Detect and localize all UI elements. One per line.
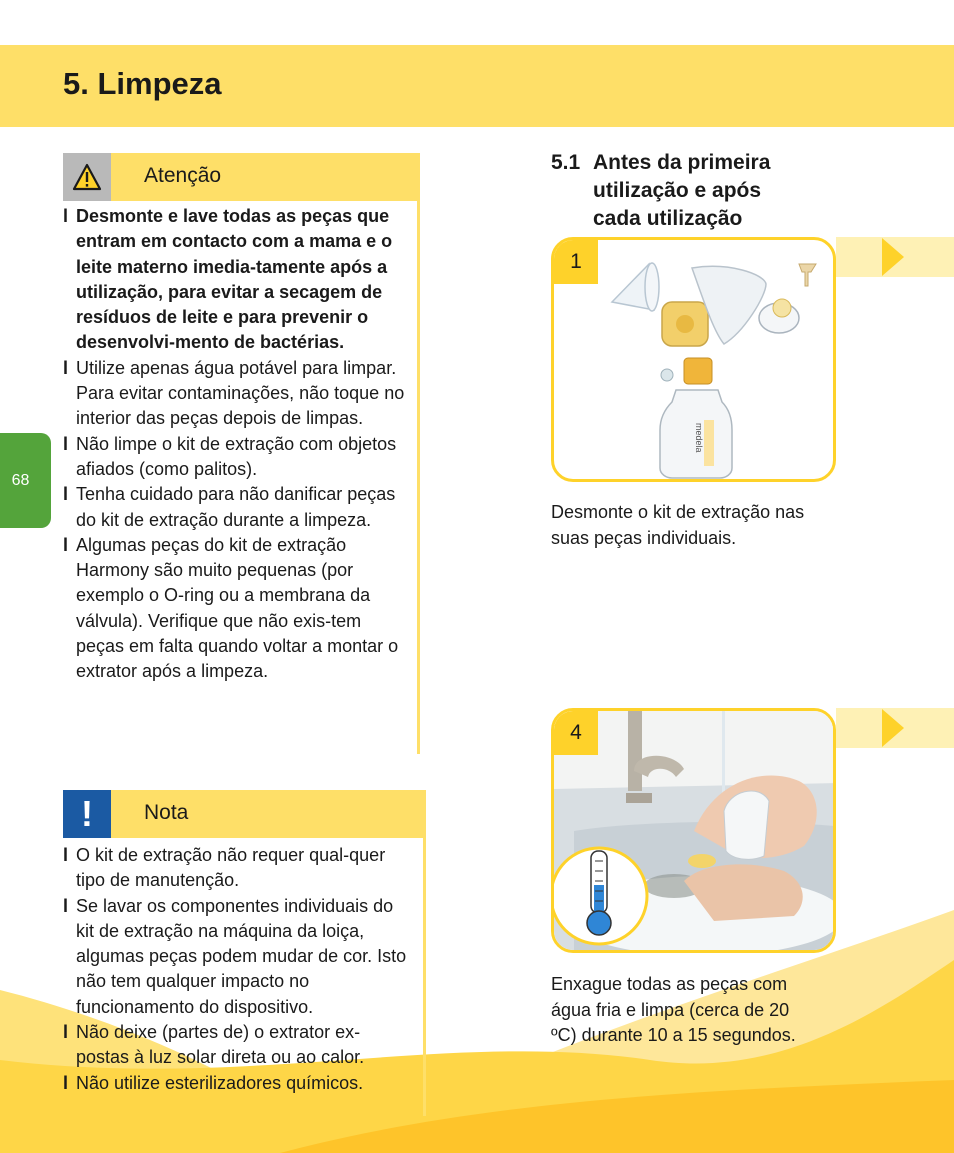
svg-text:medela: medela xyxy=(694,423,704,453)
list-item: l Não limpe o kit de extração com objetos afiados (como palitos). xyxy=(63,433,397,479)
attention-heading: Atenção xyxy=(144,164,222,187)
step-4-number: 4 xyxy=(554,711,598,755)
step-4-caption: Enxague todas as peças com água fria e limpa (cerca de 20 ºC) durante 10 a 15 segundos. xyxy=(551,974,796,1045)
list-item: l Algumas peças do kit de extração Harmony são muito pequenas (por exemplo o O-ring ou a membrana da válvula). Verifique que não exis-tem peças em falta quando voltar a montar o extrator após a limpeza. xyxy=(63,534,399,682)
list-item: l Não deixe (partes de) o extrator ex-postas à luz solar direta ou ao calor. xyxy=(63,1022,365,1068)
attention-header xyxy=(63,153,420,201)
arrow-right-icon xyxy=(882,238,904,276)
list-item: l Desmonte e lave todas as peças que entram em contacto com a mama e o leite materno imedia-tamente após a utilização, para evitar a secagem de resíduos de leite e para prevenir o desenvolvi-mento de bactérias. xyxy=(63,206,393,353)
step-1-caption: Desmonte o kit de extração nas suas peças individuais. xyxy=(551,502,805,548)
section-heading xyxy=(551,149,813,233)
warning-triangle-icon xyxy=(63,153,111,201)
note-header xyxy=(63,790,426,838)
page-number: 68 xyxy=(11,471,30,489)
attention-rule xyxy=(417,201,420,754)
list-item: l Utilize apenas água potável para limpar. Para evitar contaminações, não toque no interior das peças depois de limpas. xyxy=(63,357,405,429)
exclamation-icon: ! xyxy=(63,790,111,838)
list-item: l Se lavar os componentes individuais do kit de extração na máquina da loiça, algumas peças podem mudar de cor. Isto não tem qualquer impacto no funcionamento do dispositivo. xyxy=(63,895,407,1017)
attention-list xyxy=(63,204,408,685)
section-title: Antes da primeira utilização e após cada utilização xyxy=(593,151,771,230)
page-number-tab xyxy=(0,433,51,528)
list-item: l O kit de extração não requer qual-quer tipo de manutenção. xyxy=(63,845,386,891)
step-1-frame xyxy=(551,237,836,482)
section-number: 5.1 xyxy=(551,151,581,174)
note-rule xyxy=(423,838,426,1116)
note-heading: Nota xyxy=(144,801,189,824)
note-list xyxy=(63,843,413,1096)
arrow-right-icon xyxy=(882,709,904,747)
list-item: l Não utilize esterilizadores químicos. xyxy=(63,1072,364,1093)
step-4-frame xyxy=(551,708,836,953)
thermometer-icon xyxy=(587,851,611,935)
step-1-number: 1 xyxy=(554,240,598,284)
list-item: l Tenha cuidado para não danificar peças do kit de extração durante a limpeza. xyxy=(63,484,396,530)
page-title: 5. Limpeza xyxy=(63,66,222,101)
